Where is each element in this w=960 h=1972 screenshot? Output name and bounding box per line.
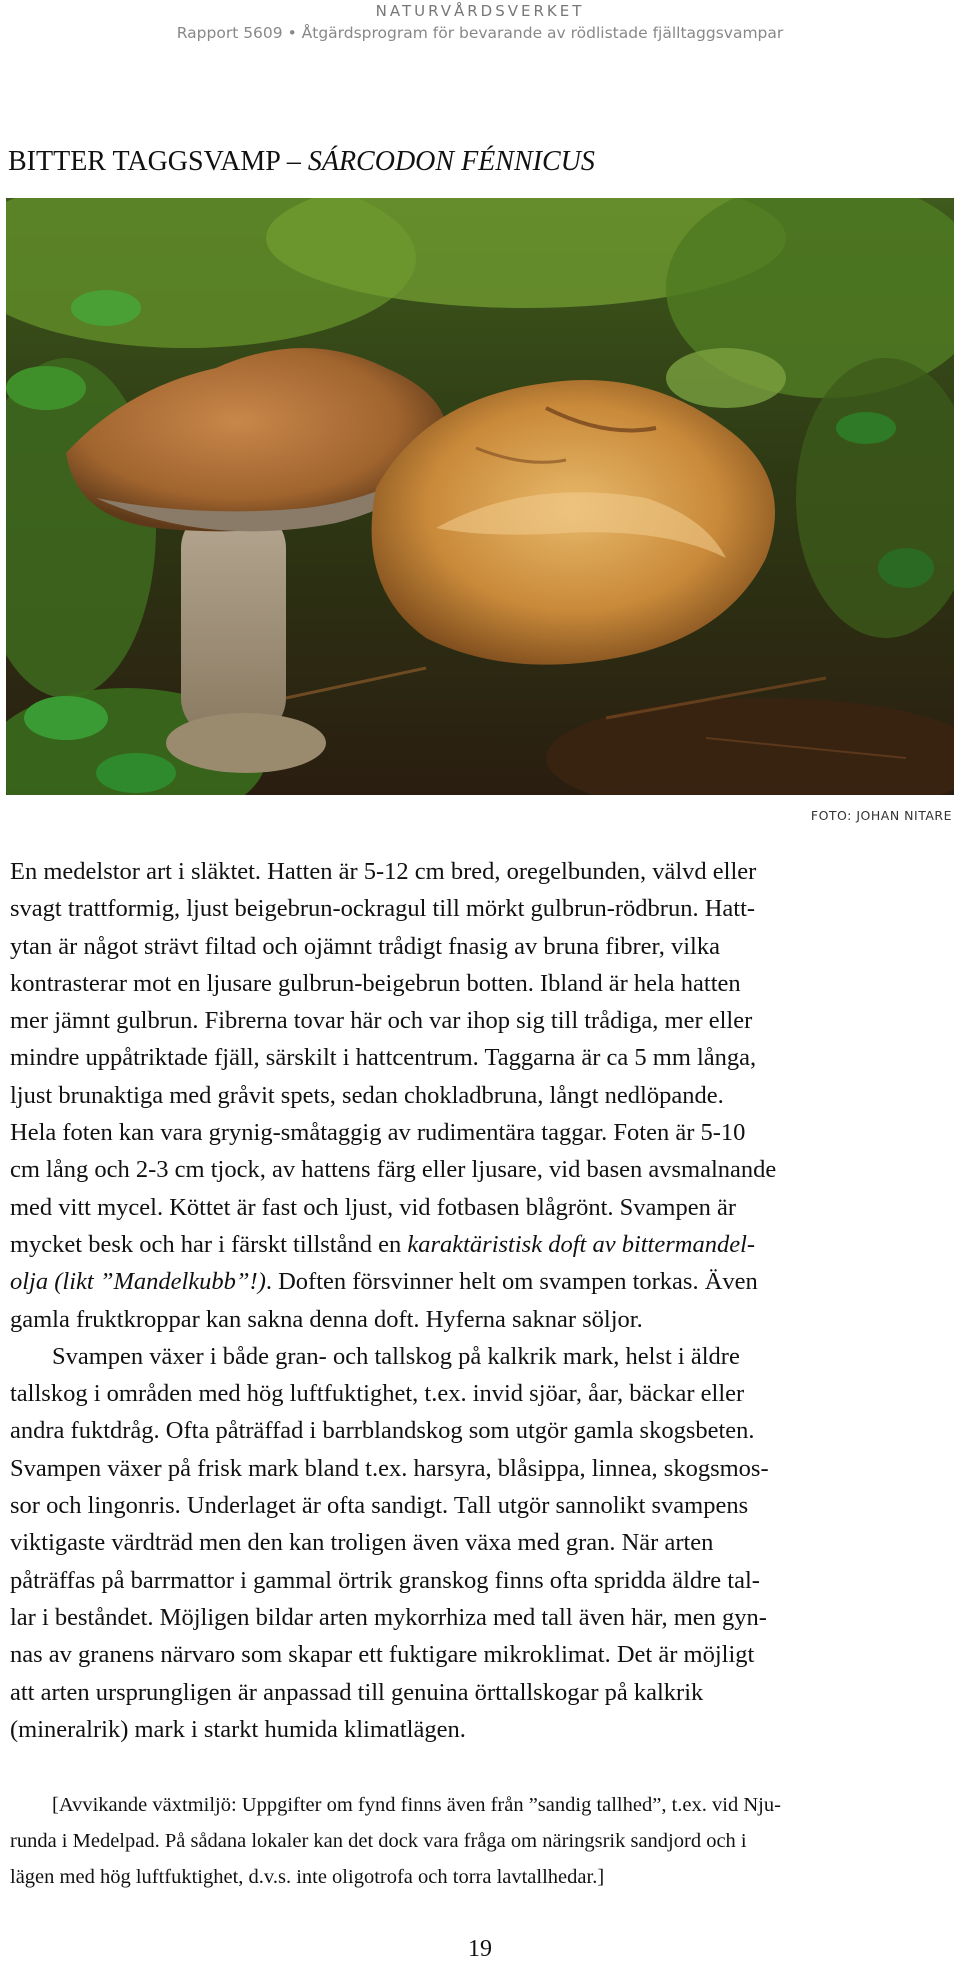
report-title: Rapport 5609 • Åtgärdsprogram för bevarande av rödlistade fjälltaggsvampar bbox=[176, 24, 784, 42]
text-line: (mineralrik) mark i starkt humida klimatlägen. bbox=[10, 1715, 466, 1743]
text-line: viktigaste värdträd men den kan troligen även växa med gran. När arten bbox=[10, 1529, 714, 1557]
publisher-name: NATURVÅRDSVERKET bbox=[375, 2, 585, 20]
text-line: Hela foten kan vara grynig-småtaggig av rudimentära taggar. Foten är 5-10 bbox=[10, 1119, 746, 1147]
mushroom-photo-illustration bbox=[6, 198, 954, 795]
text-line: mer jämnt gulbrun. Fibrerna tovar här och var ihop sig till trådiga, mer eller bbox=[10, 1007, 753, 1035]
text-line: med vitt mycel. Köttet är fast och ljust, vid fotbasen blågrönt. Svampen är bbox=[10, 1193, 736, 1221]
text-line: att arten ursprungligen är anpassad till genuina örttallskogar på kalkrik bbox=[10, 1678, 704, 1706]
text-line: sor och lingonris. Underlaget är ofta sandigt. Tall utgör sannolikt svampens bbox=[10, 1492, 749, 1520]
text-segment: mycket besk och har i färskt tillstånd en bbox=[10, 1230, 408, 1258]
text-emphasis: karaktäristisk doft av bittermandel- bbox=[407, 1230, 756, 1258]
text-line: nas av granens närvaro som skapar ett fuktigare mikroklimat. Det är möjligt bbox=[10, 1641, 755, 1669]
photo-credit: FOTO: JOHAN NITARE bbox=[810, 808, 952, 823]
text-line: andra fuktdråg. Ofta påträffad i barrblandskog som utgör gamla skogsbeten. bbox=[10, 1417, 755, 1445]
text-line: ljust brunaktiga med gråvit spets, sedan chokladbruna, långt nedlöpande. bbox=[10, 1081, 724, 1109]
text-line: gamla fruktkroppar kan sakna denna doft. Hyferna saknar söljor. bbox=[10, 1305, 643, 1333]
page-number: 19 bbox=[468, 1936, 492, 1962]
species-common-name: BITTER TAGGSVAMP – bbox=[8, 146, 308, 177]
text-line bbox=[10, 1263, 952, 1300]
species-description bbox=[10, 853, 952, 1748]
text-line: lar i beståndet. Möjligen bildar arten mykorrhiza med tall även här, men gyn- bbox=[10, 1603, 767, 1631]
note-line: [Avvikande växtmiljö: Uppgifter om fynd finns även från ”sandig tallhed”, t.ex. vid Nju- bbox=[52, 1794, 781, 1816]
text-line: tallskog i områden med hög luftfuktighet, t.ex. invid sjöar, åar, bäckar eller bbox=[10, 1380, 745, 1408]
text-line: En medelstor art i släktet. Hatten är 5-12 cm bred, oregelbunden, välvd eller bbox=[10, 858, 757, 885]
species-latin-name: SÁRCODON FÉNNICUS bbox=[307, 146, 595, 177]
text-line: ytan är något strävt filtad och ojämnt trådigt fnasig av bruna fibrer, vilka bbox=[10, 932, 720, 960]
text-line: svagt trattformig, ljust beigebrun-ockragul till mörkt gulbrun-rödbrun. Hatt- bbox=[10, 895, 756, 923]
habitat-note bbox=[10, 1787, 952, 1895]
mushroom-photo bbox=[6, 198, 954, 795]
text-line: Svampen växer på frisk mark bland t.ex. harsyra, blåsippa, linnea, skogsmos- bbox=[10, 1454, 769, 1482]
text-line: cm lång och 2-3 cm tjock, av hattens färg eller ljusare, vid basen avsmalnande bbox=[10, 1156, 777, 1184]
text-line: Svampen växer i både gran- och tallskog på kalkrik mark, helst i äldre bbox=[52, 1342, 740, 1370]
species-title bbox=[8, 146, 595, 178]
text-emphasis: olja (likt ”Mandelkubb”!) bbox=[10, 1268, 266, 1296]
note-line: lägen med hög luftfuktighet, d.v.s. inte oligotrofa och torra lavtallhedar.] bbox=[10, 1866, 605, 1888]
note-line: runda i Medelpad. På sådana lokaler kan det dock vara fråga om näringsrik sandjord och i bbox=[10, 1830, 747, 1852]
text-line: kontrasterar mot en ljusare gulbrun-beigebrun botten. Ibland är hela hatten bbox=[10, 969, 741, 997]
text-line: mindre uppåtriktade fjäll, särskilt i hattcentrum. Taggarna är ca 5 mm långa, bbox=[10, 1044, 757, 1072]
text-segment: . Doften försvinner helt om svampen torkas. Även bbox=[265, 1268, 758, 1296]
text-line: påträffas på barrmattor i gammal örtrik granskog finns ofta spridda äldre tal- bbox=[10, 1566, 760, 1594]
text-line bbox=[10, 1226, 952, 1263]
